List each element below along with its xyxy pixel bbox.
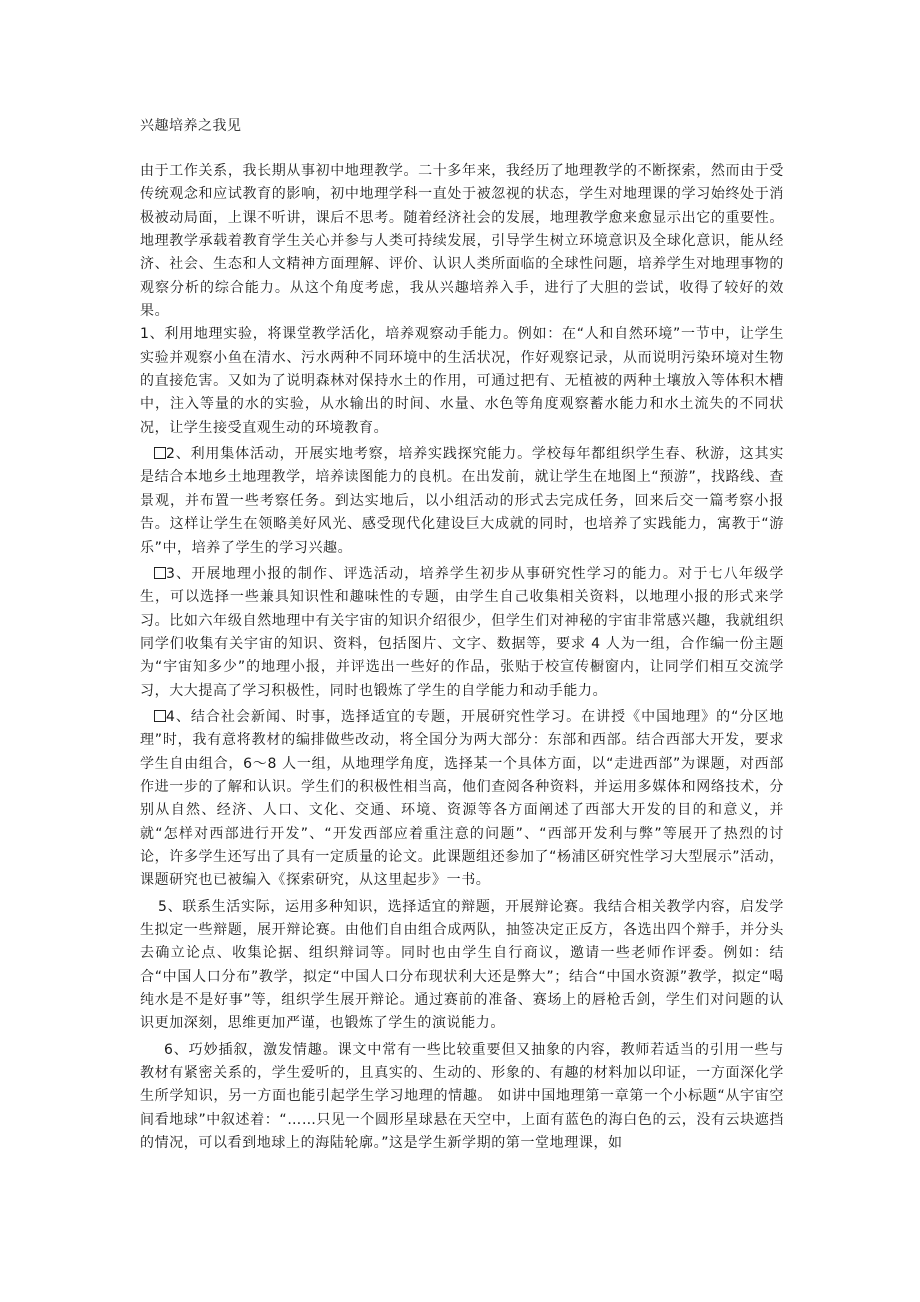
document-body: [140, 160, 784, 1155]
paragraph-item-2: [140, 443, 784, 560]
paragraph-intro: 由于工作关系，我长期从事初中地理教学。二十多年来，我经历了地理教学的不断探索，然而由于受传统观念和应试教育的影响，初中地理学科一直处于被忽视的状态，学生对地理课的学习始终处于消极被动局面，上课不听讲，课后不思考。随着经济社会的发展，地理教学愈来愈显示出它的重要性。地理教学承载着教育学生关心并参与人类可持续发展，引导学生树立环境意识及全球化意识，能从经济、社会、生态和人文精神方面理解、评价、认识人类所面临的全球性问题，培养学生对地理事物的观察分析的综合能力。从这个角度考虑，我从兴趣培养入手，进行了大胆的尝试，收得了较好的效果。: [140, 163, 784, 320]
paragraph-item-3-text: 3、开展地理小报的制作、评选活动，培养学生初步从事研究性学习的能力。对于七八年级学生，可以选择一些兼具知识性和趣味性的专题，由学生自己收集相关资料，以地理小报的形式来学习。比如六年级自然地理中有关宇宙的知识介绍很少，但学生们对神秘的宇宙非常感兴趣，我就组织同学们收集有关宇宙的知识、资料，包括图片、文字、数据等，要求 4 人为一组，合作编一份主题为“宇宙知多少”的地理小报，并评选出一些好的作品，张贴于校宣传橱窗内，让同学们相互交流学习，大大提高了学习积极性，同时也锻炼了学生的自学能力和动手能力。: [140, 565, 784, 699]
checkbox-glyph-icon: [154, 447, 166, 459]
checkbox-glyph-icon: [154, 567, 166, 579]
document-title: 兴趣培养之我见: [140, 118, 242, 134]
checkbox-glyph-icon: [154, 710, 166, 722]
paragraph-item-2-text: 2、利用集体活动，开展实地考察，培养实践探究能力。学校每年都组织学生春、秋游，这其实是结合本地乡土地理教学，培养读图能力的良机。在出发前，就让学生在地图上“预游”，找路线、查景观，并布置一些考察任务。到达实地后，以小组活动的形式去完成任务，回来后交一篇考察小报告。这样让学生在领略美好风光、感受现代化建设巨大成就的同时，也培养了实践能力，寓教于“游乐”中，培养了学生的学习兴趣。: [140, 446, 784, 556]
paragraph-item-4: [140, 706, 784, 893]
paragraph-item-4-text: 4、结合社会新闻、时事，选择适宜的专题，开展研究性学习。在讲授《中国地理》的“分区地理”时，我有意将教材的编排做些改动，将全国分为两大部分：东部和西部。结合西部大开发，要求学生自由组合，6～8 人一组，从地理学角度，选择某一个具体方面，以“走进西部”为课题，对西部作进一步的了解和认识。学生们的积极性相当高，他们查阅各种资料，并运用多媒体和网络技术，分别从自然、经济、人口、文化、交通、环境、资源等各方面阐述了西部大开发的目的和意义，并就“怎样对西部进行开发”、“开发西部应着重注意的问题”、“西部开发利与弊”等展开了热烈的讨论，许多学生还写出了具有一定质量的论文。此课题组还参加了“杨浦区研究性学习大型展示”活动，课题研究也已被编入《探索研究，从这里起步》一书。: [140, 708, 784, 889]
paragraph-item-6: 6、巧妙插叙，激发情趣。课文中常有一些比较重要但又抽象的内容，教师若适当的引用一些与教材有紧密关系的，学生爱听的，且真实的、生动的、形象的、有趣的材料加以印证，一方面深化学生所学知识，另一方面也能引起学生学习地理的情趣。 如讲中国地理第一章第一个小标题“从宇宙空间看地球”中叙述着：“……只见一个圆形星球悬在天空中，上面有蓝色的海白色的云，没有云块遮挡的情况，可以看到地球上的海陆轮廓。”这是学生新学期的第一堂地理课，如: [140, 1041, 784, 1152]
paragraph-item-5: 5、联系生活实际，运用多种知识，选择适宜的辩题，开展辩论赛。我结合相关教学内容，启发学生拟定一些辩题，展开辩论赛。由他们自由组合成两队，抽签决定正反方，各选出四个辩手，并分头去确立论点、收集论据、组织辩词等。同时也由学生自行商议，邀请一些老师作评委。例如：结合“中国人口分布”教学，拟定“中国人口分布现状利大还是弊大”；结合“中国水资源”教学，拟定“喝纯水是不是好事”等，组织学生展开辩论。通过赛前的准备、赛场上的唇枪舌剑，学生们对问题的认识更加深刻，思维更加严谨，也锻炼了学生的演说能力。: [140, 898, 784, 1032]
paragraph-item-1: 1、利用地理实验，将课堂教学活化，培养观察动手能力。例如：在“人和自然环境”一节中，让学生实验并观察小鱼在清水、污水两种不同环境中的生活状况，作好观察记录，从而说明污染环境对生物的直接危害。又如为了说明森林对保持水土的作用，可通过把有、无植被的两种土壤放入等体积木槽中，注入等量的水的实验，从水输出的时间、水量、水色等角度观察蓄水能力和水土流失的不同状况，让学生接受直观生动的环境教育。: [140, 326, 784, 436]
paragraph-item-3: [140, 563, 784, 703]
